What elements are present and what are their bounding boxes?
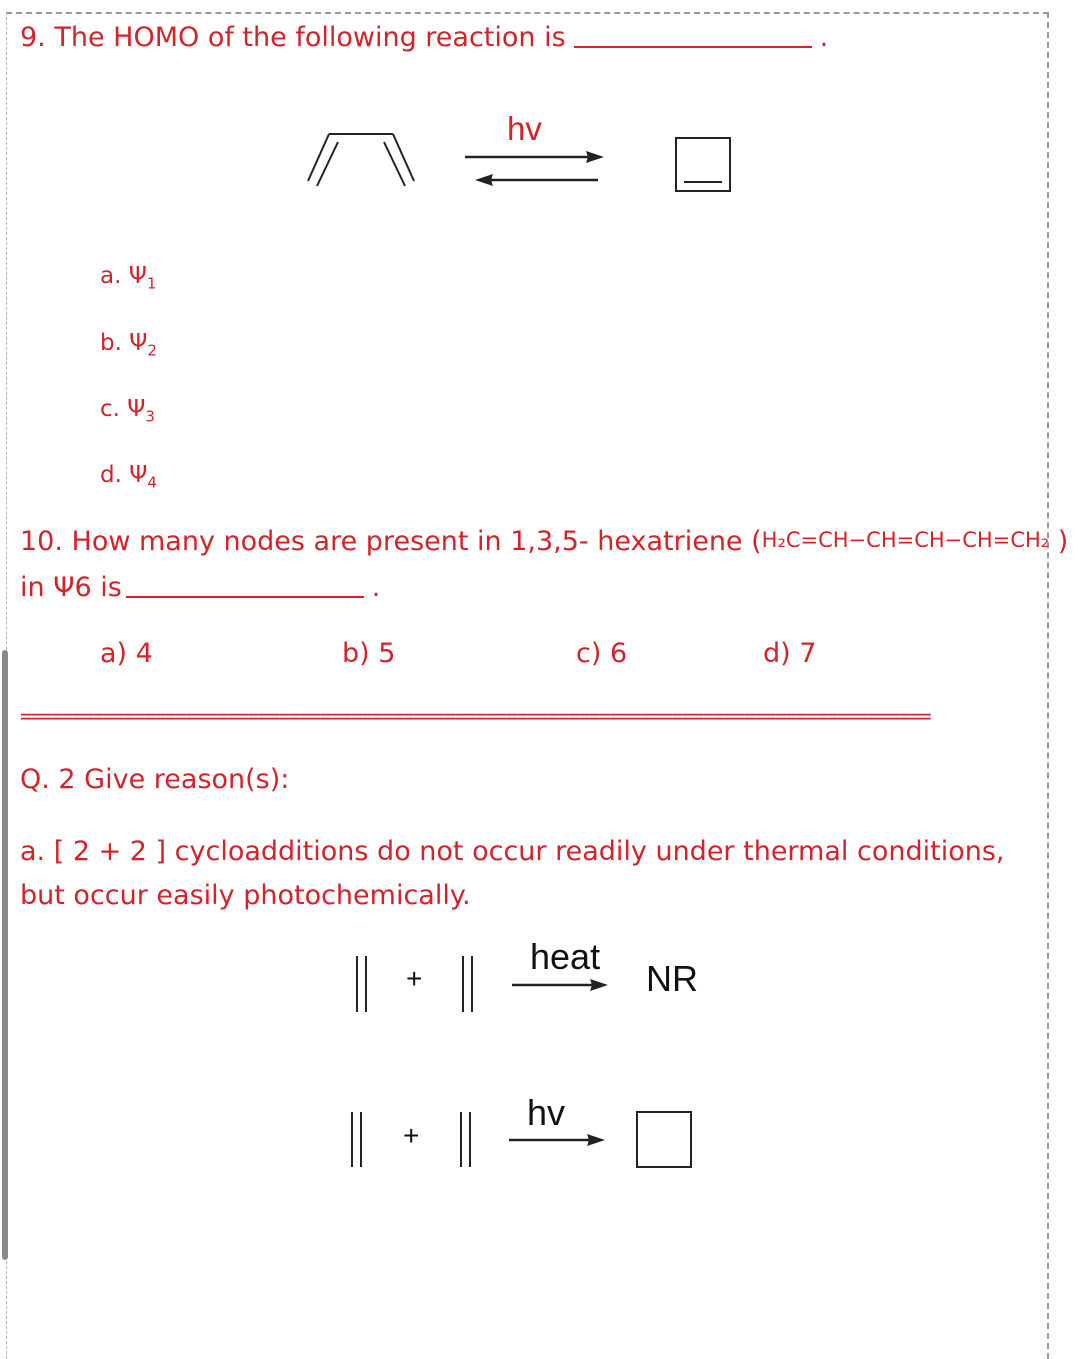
option-9a[interactable]: a. $\Psi_1$ bbox=[100, 263, 157, 293]
question-10-line2: in Ψ6 is . bbox=[20, 572, 381, 603]
plus-sign-thermal: + bbox=[406, 963, 423, 994]
heat-label: heat bbox=[530, 936, 601, 977]
cyclobutane-structure bbox=[637, 1112, 691, 1167]
option-9b[interactable]: b. $\Psi_2$ bbox=[100, 330, 157, 360]
no-reaction-label: NR bbox=[646, 958, 698, 999]
option-10b[interactable]: b) 5 bbox=[342, 638, 396, 669]
plus-sign-photo: + bbox=[403, 1120, 420, 1151]
option-10d[interactable]: d) 7 bbox=[763, 638, 817, 669]
q2-part-a: a. [ 2 + 2 ] cycloadditions do not occur readily under thermal conditions, but occur easily photochemically. bbox=[20, 836, 1005, 911]
option-10c[interactable]: c) 6 bbox=[576, 638, 628, 669]
question-10-text: 10. How many nodes are present in 1,3,5- hexatriene ( bbox=[20, 526, 762, 557]
separator-line: ======================================================================================== bbox=[20, 704, 931, 728]
option-9c[interactable]: c. $\Psi_3$ bbox=[100, 396, 155, 426]
option-9d[interactable]: d. $\Psi_4$ bbox=[100, 462, 157, 492]
question-9-end: . bbox=[819, 22, 829, 53]
q2-heading: Q. 2 Give reason(s): bbox=[20, 764, 290, 795]
hexatriene-formula: H₂C=CH−CH=CH−CH=CH₂ bbox=[761, 528, 1050, 552]
question-9-text: 9. The HOMO of the following reaction is bbox=[20, 22, 566, 53]
option-10a[interactable]: a) 4 bbox=[100, 638, 153, 669]
hv-label: hv bbox=[527, 1092, 566, 1133]
reaction-hv-label: hv bbox=[507, 110, 542, 147]
question-10-close: ) bbox=[1049, 526, 1069, 557]
